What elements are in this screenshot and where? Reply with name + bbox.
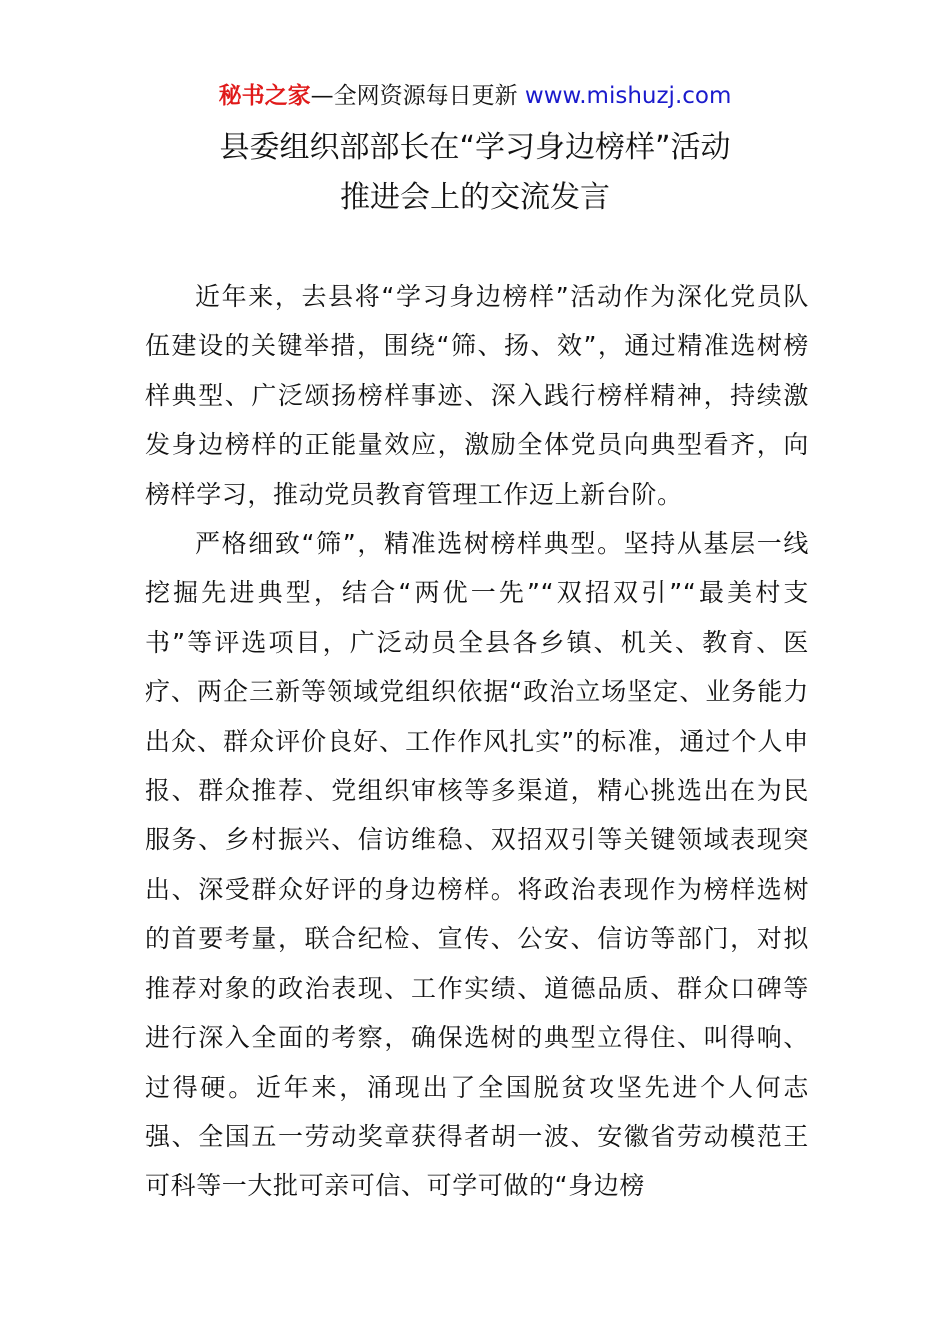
document-title-line-2: 推进会上的交流发言 bbox=[340, 180, 610, 215]
paragraph: 近年来，去县将“学习身边榜样”活动作为深化党员队伍建设的关键举措，围绕“筛、扬、效”，通过精准选树榜样典型、广泛颂扬榜样事迹、深入践行榜样精神，持续激发身边榜样的正能量效应，激励全体党员向典型看齐，向榜样学习，推动党员教育管理工作迈上新台阶。 bbox=[145, 282, 809, 509]
site-url[interactable]: www.mishuzj.com bbox=[524, 83, 732, 109]
site-tagline: —全网资源每日更新 bbox=[310, 83, 525, 109]
paragraph: 严格细致“筛”，精准选树榜样典型。坚持从基层一线挖掘先进典型，结合“两优一先”“双招双引”“最美村支书”等评选项目，广泛动员全县各乡镇、机关、教育、医疗、两企三新等领域党组织依据“政治立场坚定、业务能力出众、群众评价良好、工作作风扎实”的标准，通过个人申报、群众推荐、党组织审核等多渠道，精心挑选出在为民服务、乡村振兴、信访维稳、双招双引等关键领域表现突出、深受群众好评的身边榜样。将政治表现作为榜样选树的首要考量，联合纪检、宣传、公安、信访等部门，对拟推荐对象的政治表现、工作实绩、道德品质、群众口碑等进行深入全面的考察，确保选树的典型立得住、叫得响、过得硬。近年来，涌现出了全国脱贫攻坚先进个人何志强、全国五一劳动奖章获得者胡一波、安徽省劳动模范王可科等一大批可亲可信、可学可做的“身边榜 bbox=[145, 529, 809, 1201]
site-header bbox=[0, 80, 950, 112]
document-body bbox=[145, 272, 809, 1211]
site-brand: 秘书之家 bbox=[218, 83, 311, 109]
document-title-line-1: 县委组织部部长在“学习身边榜样”活动 bbox=[219, 130, 731, 165]
